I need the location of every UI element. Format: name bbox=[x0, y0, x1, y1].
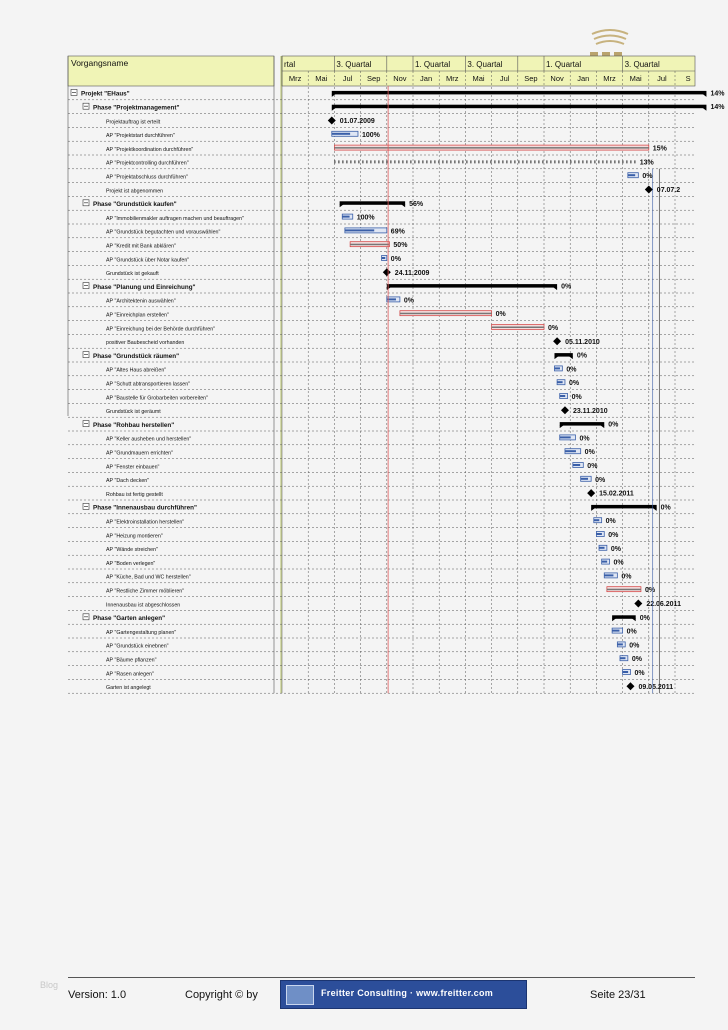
task-progress bbox=[594, 519, 600, 521]
month-label: Sep bbox=[524, 74, 538, 83]
task-label: 0% bbox=[660, 504, 671, 512]
task-name: Garten ist angelegt bbox=[106, 685, 151, 692]
watermark-text: Blog bbox=[40, 980, 59, 990]
task-label: 15.02.2011 bbox=[599, 490, 634, 498]
task-label: 0% bbox=[576, 352, 587, 360]
month-label: Jul bbox=[499, 74, 510, 83]
task-progress bbox=[573, 464, 580, 466]
month-label: Mrz bbox=[446, 74, 459, 83]
task-name: AP "Bäume pflanzen" bbox=[106, 657, 157, 664]
task-name: AP "Fenster einbauen" bbox=[106, 464, 160, 471]
task-name: AP "Immobilienmakler auftragen machen und beauftragen" bbox=[106, 215, 244, 222]
task-name: AP "Boden verlegen" bbox=[106, 560, 156, 567]
task-label: 0% bbox=[626, 628, 637, 636]
task-name: AP "Restliche Zimmer möblieren" bbox=[106, 588, 185, 595]
task-label: 0% bbox=[613, 559, 624, 567]
quarter-label: rtal bbox=[284, 60, 296, 69]
task-progress bbox=[350, 244, 389, 246]
task-label: 0% bbox=[390, 256, 401, 263]
version-text: Version: 1.0 bbox=[68, 989, 127, 1001]
task-label: 0% bbox=[568, 380, 580, 388]
month-label: Jan bbox=[577, 74, 590, 83]
month-label: Mai bbox=[629, 74, 642, 83]
month-label: Jan bbox=[420, 74, 433, 83]
task-label: 14% bbox=[710, 90, 725, 98]
task-label: 0% bbox=[566, 366, 577, 374]
task-label: 23.11.2010 bbox=[572, 407, 608, 415]
company-logo bbox=[588, 24, 632, 58]
task-progress bbox=[560, 436, 571, 438]
task-name: Phase "Rohbau herstellen" bbox=[93, 421, 175, 429]
task-label: 0% bbox=[629, 642, 640, 650]
task-name: AP "Dach decken" bbox=[106, 478, 150, 485]
task-progress bbox=[400, 313, 492, 315]
task-progress bbox=[620, 657, 626, 659]
task-name: AP "Grundstück begutachten und vorauswählen" bbox=[106, 229, 221, 236]
task-label: 0% bbox=[608, 532, 619, 539]
month-label: Jul bbox=[342, 74, 353, 83]
task-progress bbox=[607, 589, 641, 591]
task-name: AP "Rasen anlegen" bbox=[106, 671, 154, 678]
milestone-marker bbox=[626, 682, 634, 690]
task-progress bbox=[612, 630, 619, 632]
task-name: Phase "Grundstück räumen" bbox=[93, 352, 180, 360]
task-progress bbox=[623, 671, 629, 673]
task-name: Projekt "EHaus" bbox=[81, 90, 130, 98]
task-label: 0% bbox=[548, 325, 559, 332]
task-name: Grundstück ist gekauft bbox=[106, 271, 159, 278]
quarter-label: 3. Quartal bbox=[467, 60, 503, 69]
milestone-marker bbox=[645, 186, 653, 194]
task-name: AP "Schutt abtransportieren lassen" bbox=[106, 381, 191, 388]
task-label: 24.11.2009 bbox=[394, 269, 430, 277]
task-label: 100% bbox=[356, 214, 375, 222]
summary-bar bbox=[340, 201, 406, 205]
task-progress bbox=[334, 147, 648, 149]
summary-bar bbox=[554, 353, 572, 357]
task-progress bbox=[604, 574, 613, 576]
task-label: 0% bbox=[561, 283, 572, 291]
task-label: 50% bbox=[393, 242, 408, 250]
task-label: 0% bbox=[608, 421, 619, 429]
task-progress bbox=[554, 367, 560, 369]
task-label: 09.05.2011 bbox=[638, 683, 674, 691]
task-label: 22.06.2011 bbox=[646, 601, 681, 608]
summary-bar bbox=[387, 284, 557, 288]
task-label: 0% bbox=[642, 173, 653, 181]
quarter-label: 1. Quartal bbox=[546, 60, 582, 69]
summary-bar bbox=[612, 615, 636, 619]
quarter-label: 3. Quartal bbox=[336, 60, 372, 69]
task-name: AP "Heizung montieren" bbox=[106, 533, 163, 540]
task-name: AP "Grundstück einebnen" bbox=[106, 643, 169, 650]
task-label: 15% bbox=[652, 145, 667, 153]
column-header: Vorgangsname bbox=[71, 58, 129, 68]
task-label: 69% bbox=[390, 228, 405, 236]
task-progress bbox=[602, 561, 608, 563]
task-name: AP "Projektcontrolling durchführen" bbox=[106, 160, 189, 167]
task-name: AP "Keller ausheben und herstellen" bbox=[106, 436, 192, 443]
task-name: AP "Einreichung bei der Behörde durchführen" bbox=[106, 326, 216, 333]
brand-logo-icon bbox=[286, 985, 314, 1005]
task-progress bbox=[492, 327, 544, 329]
task-label: 0% bbox=[587, 463, 598, 470]
page-number: Seite 23/31 bbox=[590, 989, 646, 1001]
task-progress bbox=[560, 395, 566, 397]
task-name: AP "Projektabschluss durchführen" bbox=[106, 174, 188, 181]
month-label: Mrz bbox=[603, 74, 616, 83]
task-label: 100% bbox=[361, 131, 380, 139]
task-label: 0% bbox=[571, 394, 582, 401]
task-name: AP "Elektroinstallation herstellen" bbox=[106, 519, 185, 526]
task-label: 0% bbox=[495, 311, 506, 319]
task-name: AP "Architektenin auswählen" bbox=[106, 298, 176, 305]
task-label: 0% bbox=[644, 587, 656, 595]
month-label: Nov bbox=[550, 74, 564, 83]
task-label: 0% bbox=[605, 518, 616, 526]
brand-banner bbox=[280, 980, 527, 1009]
task-name: AP "Gartengestaltung planen" bbox=[106, 629, 177, 636]
task-name: Projektauftrag ist erteilt bbox=[106, 119, 161, 126]
task-name: AP "Kredit mit Bank abklären" bbox=[106, 243, 176, 250]
summary-bar bbox=[560, 422, 605, 426]
month-label: Sep bbox=[367, 74, 381, 83]
task-name: Phase "Garten anlegen" bbox=[93, 615, 166, 623]
task-label: 0% bbox=[595, 476, 606, 484]
summary-bar bbox=[591, 505, 657, 509]
task-name: Projekt ist abgenommen bbox=[106, 188, 164, 195]
task-name: AP "Wände streichen" bbox=[106, 547, 158, 554]
milestone-marker bbox=[553, 337, 561, 345]
task-name: Phase "Innenausbau durchführen" bbox=[93, 504, 197, 512]
task-progress bbox=[342, 216, 349, 218]
gantt-chart bbox=[68, 56, 725, 696]
task-name: positiver Baubescheid vorhanden bbox=[106, 340, 185, 347]
footer-divider bbox=[68, 977, 695, 978]
month-label: Mai bbox=[472, 74, 485, 83]
task-progress bbox=[617, 643, 623, 645]
task-label: 0% bbox=[584, 449, 595, 457]
task-name: Phase "Planung und Einreichung" bbox=[93, 283, 196, 291]
task-progress bbox=[382, 257, 386, 259]
task-name: Grundstück ist geräumt bbox=[106, 409, 161, 416]
month-label: Mai bbox=[315, 74, 328, 83]
task-name: Rohbau ist fertig gestellt bbox=[106, 491, 163, 498]
task-label: 13% bbox=[639, 159, 654, 167]
task-progress bbox=[557, 381, 563, 383]
task-progress bbox=[628, 174, 635, 176]
task-label: 0% bbox=[403, 297, 415, 305]
task-label: 05.11.2010 bbox=[565, 338, 600, 346]
task-label: 01.07.2009 bbox=[339, 118, 375, 125]
task-progress bbox=[332, 133, 350, 135]
task-name: Phase "Projektmanagement" bbox=[93, 104, 180, 112]
task-name: AP "Baustelle für Grobarbeiten vorbereiten" bbox=[106, 395, 209, 402]
task-label: 0% bbox=[579, 435, 590, 443]
task-name: Phase "Grundstück kaufen" bbox=[93, 201, 177, 209]
task-name: AP "Küche, Bad und WC herstellen" bbox=[106, 574, 191, 581]
task-label: 0% bbox=[610, 545, 622, 553]
task-name: Innenausbau ist abgeschlossen bbox=[106, 602, 181, 609]
quarter-label: 1. Quartal bbox=[415, 60, 451, 69]
milestone-marker bbox=[587, 489, 595, 497]
task-label: 56% bbox=[409, 200, 424, 208]
task-name: AP "Grundmauern errichten" bbox=[106, 450, 173, 457]
task-label: 07.07.2 bbox=[656, 187, 681, 194]
month-label: S bbox=[685, 74, 691, 83]
milestone-marker bbox=[561, 406, 569, 414]
task-progress bbox=[596, 533, 602, 535]
month-label: Mrz bbox=[288, 74, 302, 83]
month-label: Jul bbox=[657, 74, 667, 83]
task-progress bbox=[345, 229, 374, 231]
task-label: 0% bbox=[621, 573, 632, 581]
task-label: 14% bbox=[710, 104, 725, 112]
copyright-text: Copyright © by bbox=[185, 989, 258, 1001]
task-name: AP "Projektkoordination durchführen" bbox=[106, 146, 194, 153]
task-label: 0% bbox=[634, 670, 645, 677]
task-label: 0% bbox=[639, 614, 650, 622]
milestone-marker bbox=[383, 268, 391, 276]
task-name: AP "Altes Haus abreißen" bbox=[106, 367, 167, 374]
task-name: AP "Einreichplan erstellen" bbox=[106, 312, 169, 319]
task-name: AP "Grundstück über Notar kaufen" bbox=[106, 257, 190, 264]
task-progress bbox=[599, 547, 605, 549]
task-progress bbox=[581, 478, 588, 480]
quarter-label: 3. Quartal bbox=[624, 60, 660, 69]
task-progress bbox=[565, 450, 576, 452]
brand-text: Freitter Consulting · www.freitter.com bbox=[321, 988, 494, 998]
milestone-marker bbox=[634, 600, 642, 608]
task-name: AP "Projektstart durchführen" bbox=[106, 133, 175, 140]
month-label: Nov bbox=[393, 74, 407, 83]
task-label: 0% bbox=[631, 656, 642, 664]
